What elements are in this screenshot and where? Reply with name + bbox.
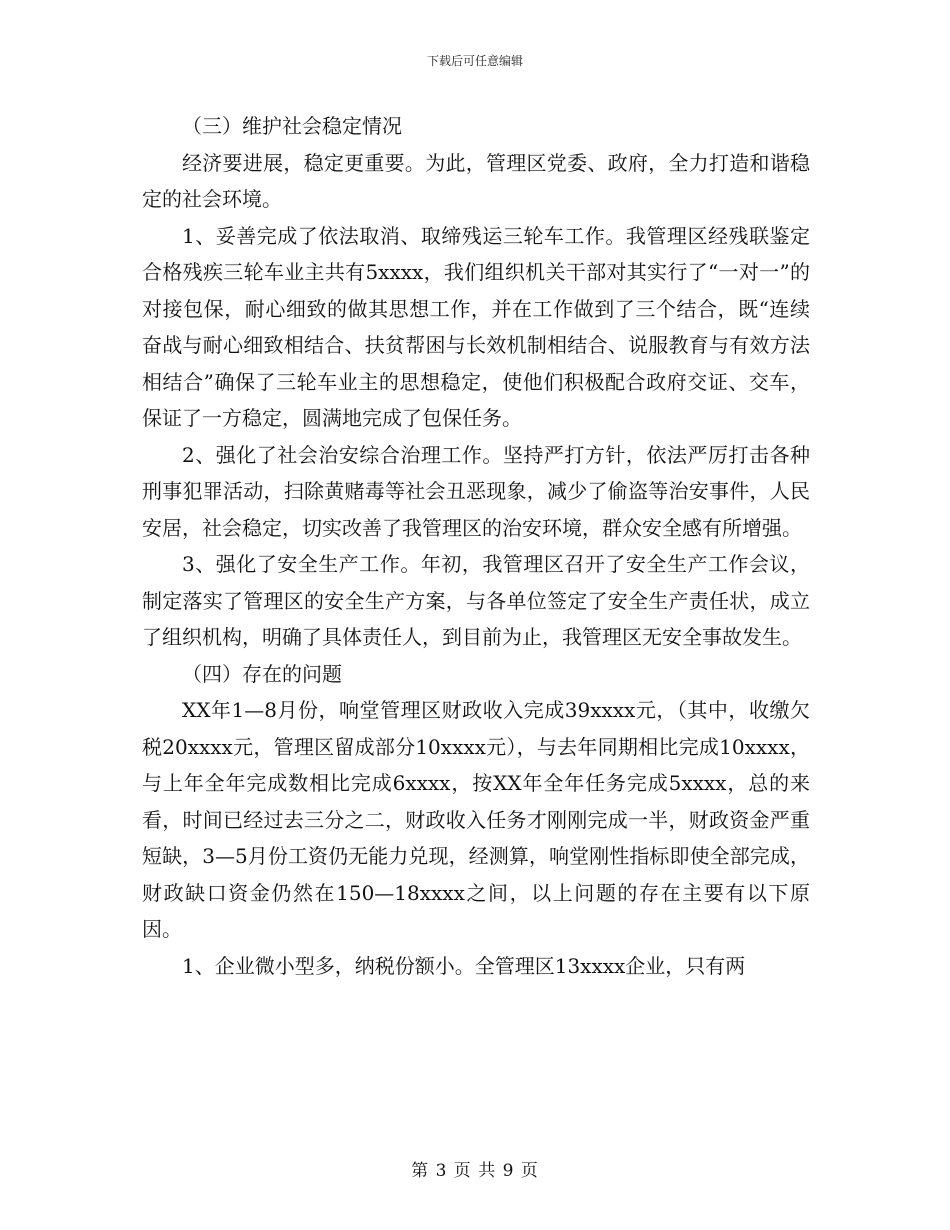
page-header: 下载后可任意编辑 [426, 54, 523, 68]
paragraph-finance: XX年1—8月份，响堂管理区财政收入完成39xxxx元，（其中，收缴欠税20xxxx元，管理区留成部分10xxxx元），与去年同期相比完成10xxxx，与上年全年完成数相比完成6xxxx，按XX年全年任务完成5xxxx，总的来看，时间已经过去三分之二，财政收入任务才刚刚完成一半，财政资金严重短缺，3—5月份工资仍无能力兑现，经测算，响堂刚性指标即使全部完成，财政缺口资金仍然在150—18xxxx之间，以上问题的存在主要有以下原因。 [142, 698, 810, 941]
paragraph-item-1: 1、妥善完成了依法取消、取缔残运三轮车工作。我管理区经残联鉴定合格残疾三轮车业主共有5xxxx，我们组织机关干部对其实行了“一对一”的对接包保，耐心细致的做其思想工作，并在工作做到了三个结合，既“连续奋战与耐心细致相结合、扶贫帮困与长效机制相结合、说服教育与有效方法相结合”确保了三轮车业主的思想稳定，使他们积极配合政府交证、交车，保证了一方稳定，圆满地完成了包保任务。 [142, 223, 810, 430]
paragraph-reason-1: 1、企业微小型多，纳税份额小。全管理区13xxxx企业，只有两 [182, 953, 746, 978]
page-number: 第 3 页 共 9 页 [411, 1161, 539, 1181]
section-heading-problems: （四）存在的问题 [182, 661, 342, 686]
paragraph-intro: 经济要进展，稳定更重要。为此，管理区党委、政府，全力打造和谐稳定的社会环境。 [142, 150, 810, 211]
document-body [142, 108, 810, 984]
section-heading-stability: （三）维护社会稳定情况 [182, 114, 402, 138]
paragraph-item-3: 3、强化了安全生产工作。年初，我管理区召开了安全生产工作会议，制定落实了管理区的安全生产方案，与各单位签定了安全生产责任状，成立了组织机构，明确了具体责任人，到目前为止，我管理区无安全事故发生。 [142, 552, 810, 649]
paragraph-item-2: 2、强化了社会治安综合治理工作。坚持严打方针，依法严厉打击各种刑事犯罪活动，扫除黄赌毒等社会丑恶现象，减少了偷盗等治安事件，人民安居，社会稳定，切实改善了我管理区的治安环境，群众安全感有所增强。 [142, 442, 810, 540]
